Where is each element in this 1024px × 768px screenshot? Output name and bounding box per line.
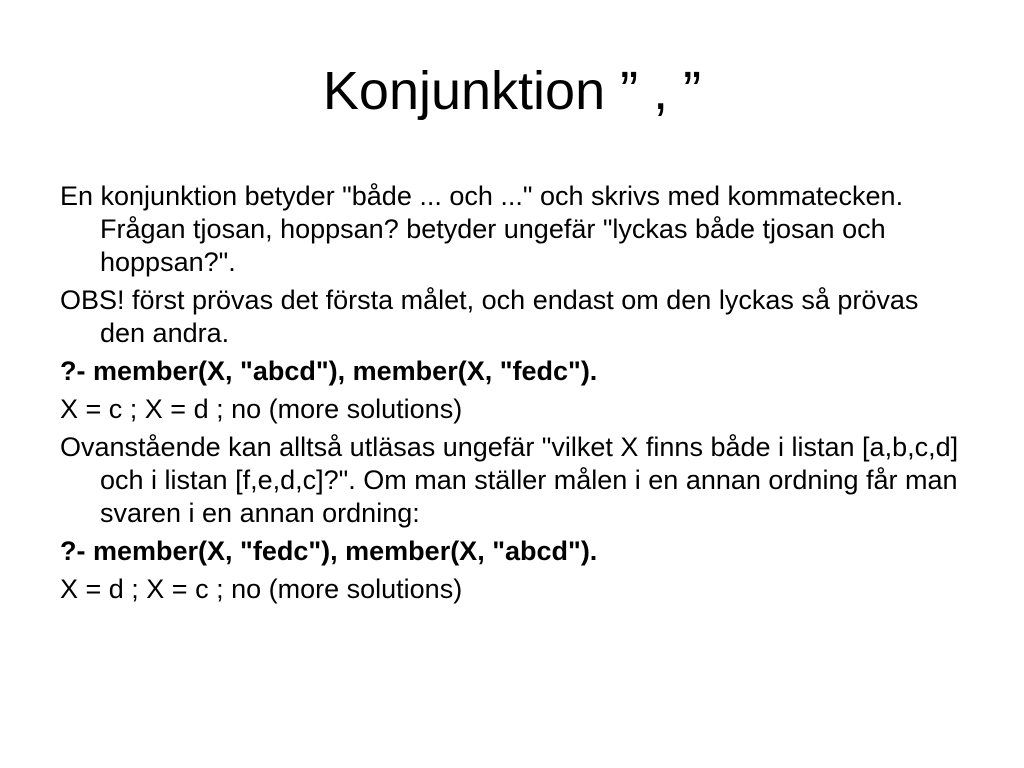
paragraph-evaluation-order: OBS! först prövas det första målet, och endast om den lyckas så prövas den andra. [60,285,919,348]
query-example-1: ?- member(X, "abcd"), member(X, "fedc"). [60,356,598,386]
paragraph-conjunction-definition: En konjunktion betyder "både ... och ..." och skrivs med kommatecken. Frågan tjosan, hoppsan? betyder ungefär "lyckas både tjosan och hoppsan?". [60,181,904,277]
query-example-2: ?- member(X, "fedc"), member(X, "abcd"). [60,536,598,566]
slide-title: Konjunktion ” , ” [322,61,702,121]
query-result-2: X = d ; X = c ; no (more solutions) [60,574,463,604]
slide-body [60,180,970,611]
query-result-1: X = c ; X = d ; no (more solutions) [60,394,463,424]
paragraph-explanation: Ovanstående kan alltså utläsas ungefär "vilket X finns både i listan [a,b,c,d] och i listan [f,e,d,c]?". Om man ställer målen i en annan ordning får man svaren i en annan ordning: [60,432,959,528]
